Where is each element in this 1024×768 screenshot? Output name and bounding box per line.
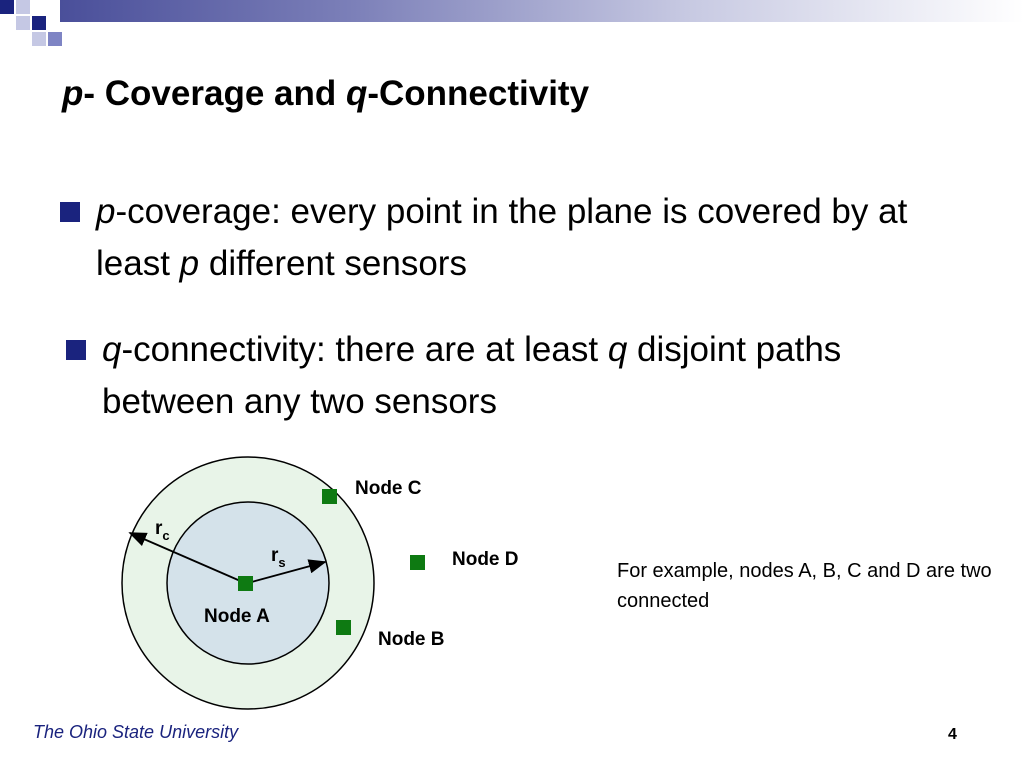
node-b-marker — [336, 620, 351, 635]
node-d-marker — [410, 555, 425, 570]
example-caption: For example, nodes A, B, C and D are two connected — [617, 560, 992, 612]
decor-square — [32, 32, 46, 46]
node-c-marker — [322, 489, 337, 504]
node-a-label: Node A — [204, 606, 270, 627]
bullet-text-2: different sensors — [199, 244, 467, 283]
title-var-p: p — [62, 74, 84, 113]
page-number: 4 — [948, 726, 957, 743]
rs-label-main: r — [271, 545, 279, 566]
bullet-q-connectivity — [66, 324, 966, 428]
decor-square — [48, 32, 62, 46]
bullet-text-1: -connectivity: there are at least — [121, 330, 608, 369]
node-d-label: Node D — [452, 549, 519, 570]
node-c-label: Node C — [355, 478, 422, 499]
decor-square — [16, 0, 30, 14]
title-text-2: -Connectivity — [367, 74, 590, 113]
rc-label-main: r — [155, 518, 163, 539]
bullet-p-coverage — [60, 186, 940, 290]
bullet-text-1: -coverage: every point in the plane is covered by at least — [96, 192, 908, 283]
square-bullet-icon — [60, 202, 80, 222]
title-text-1: - Coverage and — [83, 74, 346, 113]
footer-university: The Ohio State University — [33, 722, 239, 742]
bullet-text — [60, 186, 940, 290]
decor-square — [32, 16, 46, 30]
title-var-q: q — [345, 74, 368, 113]
rs-label-sub: s — [278, 555, 286, 570]
node-b-label: Node B — [378, 629, 445, 650]
bullet-var: q — [102, 330, 122, 369]
header-band — [60, 0, 1024, 22]
slide-title — [62, 74, 589, 114]
bullet-text-2: disjoint paths between any two sensors — [102, 330, 842, 421]
rc-label-sub: c — [162, 528, 170, 543]
bullet-var: p — [179, 244, 200, 283]
bullet-var: p — [96, 192, 116, 231]
node-a-marker — [238, 576, 253, 591]
decor-square — [16, 16, 30, 30]
bullet-var: q — [607, 330, 628, 369]
square-bullet-icon — [66, 340, 86, 360]
bullet-text — [66, 324, 966, 428]
decor-square — [0, 0, 14, 14]
